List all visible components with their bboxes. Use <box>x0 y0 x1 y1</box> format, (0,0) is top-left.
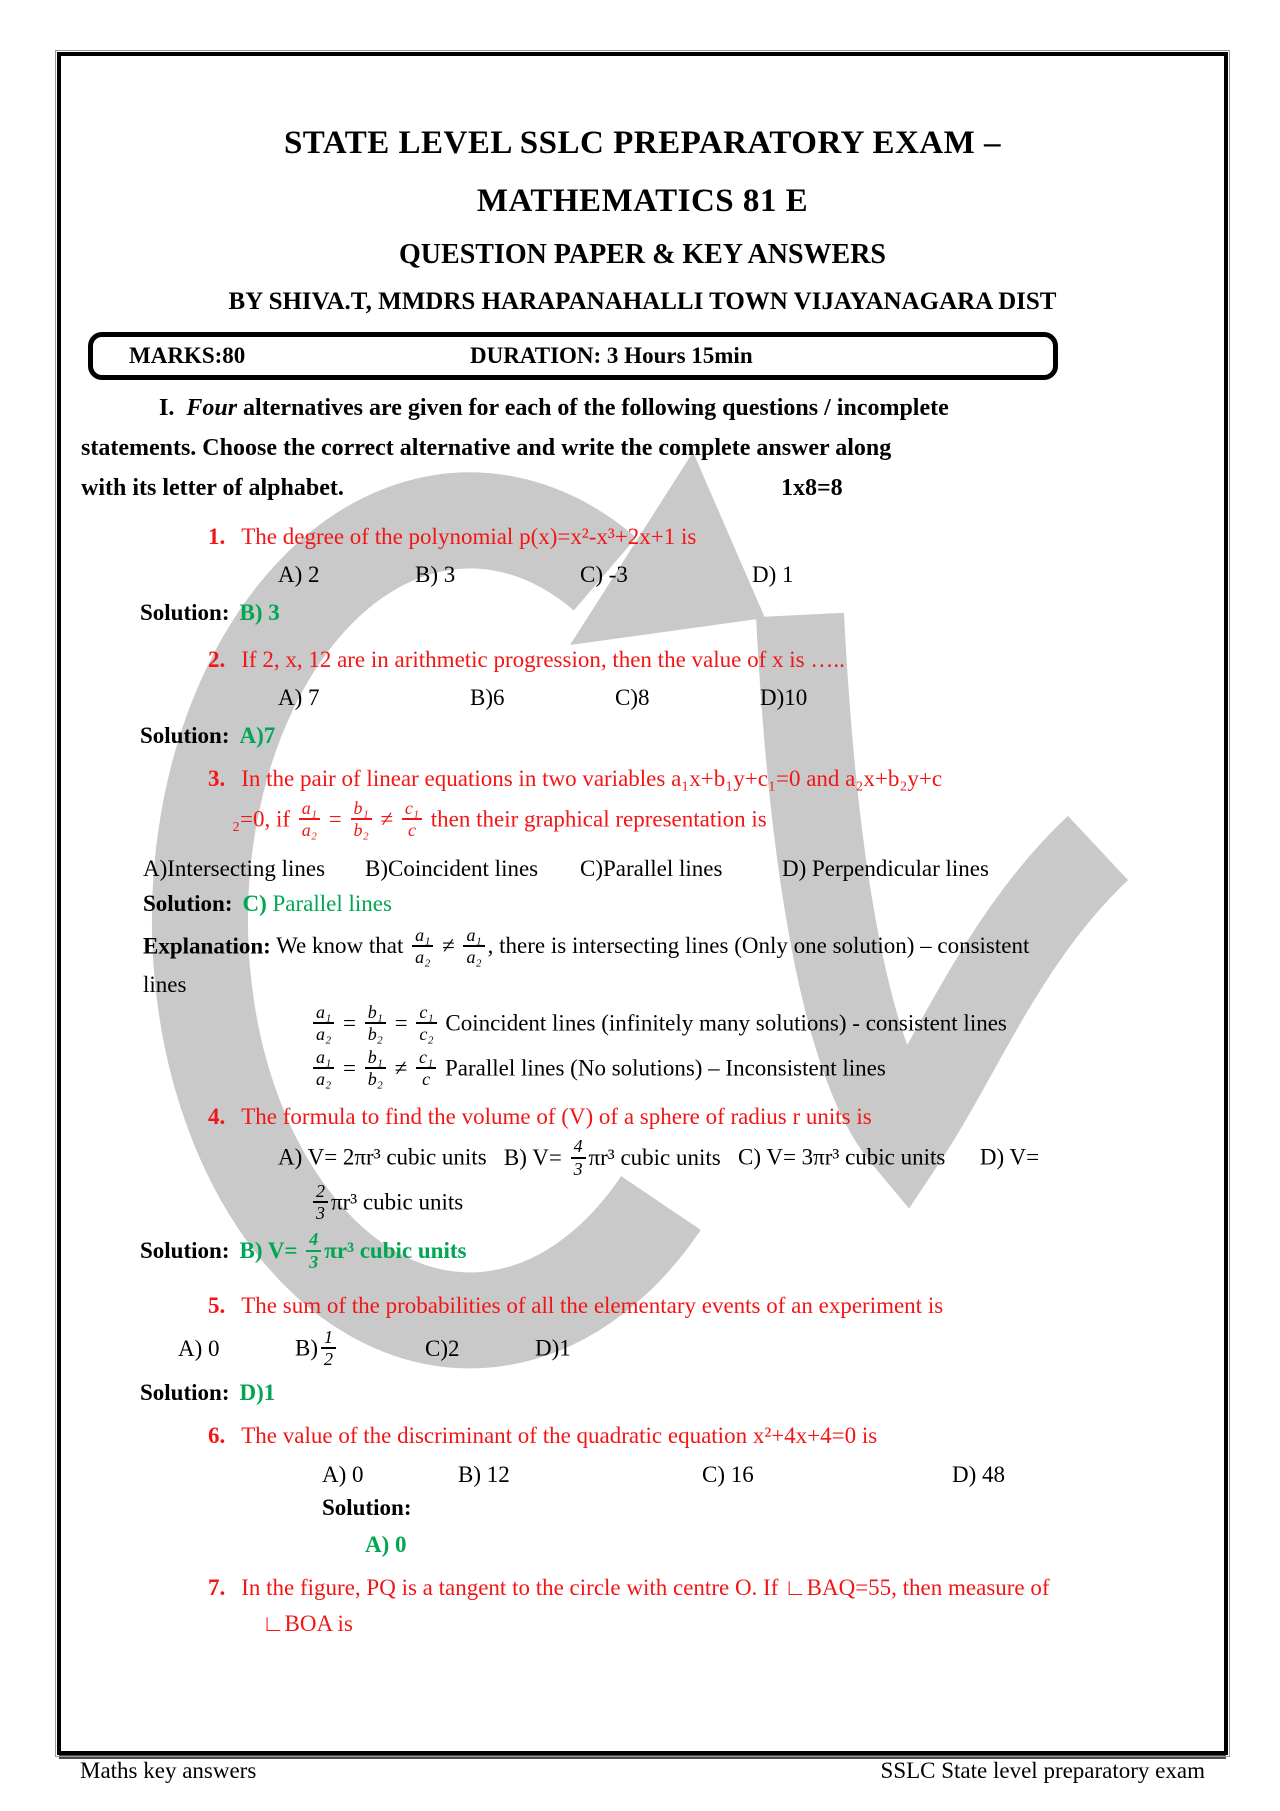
instruction-line1 <box>81 388 1204 428</box>
question-7-line2: ∟BOA is <box>262 1610 353 1636</box>
instruction-line3 <box>81 468 1204 508</box>
question-1-options <box>81 558 1204 591</box>
answer-1: B) 3 <box>239 600 280 625</box>
option-c: C) V= 3πr³ cubic units <box>738 1144 946 1170</box>
page-content <box>61 114 1224 1809</box>
option-a: A) 0 <box>178 1335 220 1361</box>
question-3-number: 3. <box>208 766 226 791</box>
title-block <box>81 114 1204 324</box>
option-a: A) 2 <box>278 562 320 587</box>
answer-6: A) 0 <box>365 1531 407 1557</box>
question-2 <box>81 643 1204 676</box>
solution-label: Solution: <box>140 1237 230 1263</box>
option-b: B)Coincident lines <box>365 855 539 881</box>
option-a: A) 0 <box>322 1461 364 1487</box>
marks-scheme: 1x8=8 <box>781 475 843 501</box>
option-c: C)8 <box>615 685 650 710</box>
instruction-line1-rest: alternatives are given for each of the following questions / incomplete <box>237 395 949 421</box>
option-a: A) V= 2πr³ cubic units <box>278 1144 487 1170</box>
question-4 <box>81 1100 1204 1133</box>
question-6-number: 6. <box>208 1422 226 1448</box>
option-a: A) 7 <box>278 685 320 710</box>
page-title-line2: MATHEMATICS 81 E <box>476 183 809 219</box>
footer-left: Maths key answers <box>80 1758 257 1783</box>
question-4-number: 4. <box>208 1104 226 1130</box>
instruction-italic-word: Four <box>186 395 238 421</box>
instruction-line2: statements. Choose the correct alternative and write the complete answer along <box>81 435 892 461</box>
explanation-line3: $\frac{\text{a₁}}{\text{a₂}}$ = $\frac{\text{b₁}}{\text{b₂}}$ ≠ $\frac{\text{c₁}}{c}$ Parallel lines (No solutions) – Inconsistent lines <box>81 1050 1204 1091</box>
question-5-text: The sum of the probabilities of all the elementary events of an experiment is <box>241 1292 944 1318</box>
answer-3-text: Parallel lines <box>266 890 392 916</box>
question-3-condition: ₂=0, if $\frac{\text{a₁}}{\text{a₂}}$ = $\frac{\text{b₁}}{\text{b₂}}$ ≠ $\frac{\text{c₁}}{c}$ then their graphical representation is <box>232 798 767 841</box>
duration-label: DURATION: 3 Hours 15min <box>470 343 753 368</box>
option-b: B) 3 <box>415 562 456 587</box>
question-2-options <box>81 681 1204 714</box>
question-3 <box>81 762 1204 795</box>
explanation-line1: We know that $\frac{\text{a₁}}{\text{a₂}}$ ≠ $\frac{\text{a₁}}{\text{a₂}}$ , there is intersecting lines (Only one solution) – consistent <box>276 924 1030 967</box>
question-3-text: In the pair of linear equations in two variables a₁x+b₁y+c₁=0 and a₂x+b₂y+c <box>241 766 943 791</box>
explanation <box>81 924 1204 969</box>
question-3-options <box>81 852 1204 885</box>
question-1-number: 1. <box>208 524 226 549</box>
option-d: D) 1 <box>752 562 794 587</box>
solution-label: Solution: <box>140 1379 230 1405</box>
solution-label: Solution: <box>143 890 233 916</box>
question-6 <box>81 1419 1204 1452</box>
option-b: B) 12 <box>458 1461 510 1487</box>
solution-1 <box>81 596 1204 629</box>
option-a: A)Intersecting lines <box>143 855 326 881</box>
question-5 <box>81 1289 1204 1322</box>
explanation-label: Explanation: <box>143 933 271 959</box>
solution-4 <box>81 1229 1204 1273</box>
option-c: C) 16 <box>702 1461 754 1487</box>
question-6-text: The value of the discriminant of the quadratic equation x²+4x+4=0 is <box>241 1422 878 1448</box>
footer-right: SSLC State level preparatory exam <box>880 1758 1205 1783</box>
option-c: C)Parallel lines <box>580 855 723 881</box>
question-5-number: 5. <box>208 1292 226 1318</box>
option-c: C) -3 <box>580 562 628 587</box>
option-d: D) Perpendicular lines <box>782 855 989 881</box>
section-numeral: I. <box>159 395 175 421</box>
page-frame <box>57 52 1228 1755</box>
option-b: B)6 <box>470 685 505 710</box>
solution-label: Solution: <box>322 1494 412 1520</box>
option-b: B) V= $\frac{4}{3}$ πr³ cubic units <box>503 1136 721 1179</box>
option-d: D) 48 <box>952 1461 1006 1487</box>
answer-3-letter: C) <box>242 890 267 916</box>
option-b: B) $\frac{1}{2}$ <box>295 1330 425 1371</box>
option-d: D)1 <box>535 1335 571 1361</box>
solution-label: Solution: <box>140 723 230 748</box>
question-4-text: The formula to find the volume of (V) of a sphere of radius r units is <box>241 1104 872 1130</box>
solution-3 <box>81 887 1204 920</box>
question-1-text: The degree of the polynomial p(x)=x²-x³+2x+1 is <box>241 524 697 549</box>
marks-duration-box <box>88 332 1058 380</box>
question-7 <box>81 1571 1204 1604</box>
marks-label: MARKS:80 <box>129 343 246 368</box>
option-d: D)10 <box>760 685 808 710</box>
solution-2 <box>81 719 1204 752</box>
question-2-number: 2. <box>208 647 226 672</box>
answer-2: A)7 <box>239 723 276 748</box>
solution-5 <box>81 1376 1204 1409</box>
explanation-line2: $\frac{\text{a₁}}{\text{a₂}}$ = $\frac{\text{b₁}}{\text{b₂}}$ = $\frac{\text{c₁}}{\text{c₂}}$ Coincident lines (infinitely many solutions) - consistent lines <box>81 1005 1204 1046</box>
question-5-options <box>81 1326 1204 1371</box>
question-7-number: 7. <box>208 1574 226 1600</box>
question-7-line1: In the figure, PQ is a tangent to the circle with centre O. If ∟BAQ=55, then measure of <box>241 1574 1050 1600</box>
page-title-line1: STATE LEVEL SSLC PREPARATORY EXAM – <box>283 125 1002 161</box>
instruction-line3-text: with its letter of alphabet. <box>81 475 344 501</box>
question-4-option-d-cont: $\frac{2}{3}$ πr³ cubic units <box>81 1184 1204 1225</box>
option-c: C)2 <box>425 1335 460 1361</box>
section1-instructions <box>81 388 1204 508</box>
question-2-text: If 2, x, 12 are in arithmetic progression, then the value of x is ….. <box>241 647 845 672</box>
question-6-options <box>81 1458 1204 1524</box>
page-subtitle: QUESTION PAPER & KEY ANSWERS <box>399 239 886 270</box>
question-4-options <box>81 1136 1204 1180</box>
option-d: D) V= <box>979 1144 1040 1170</box>
page-byline: BY SHIVA.T, MMDRS HARAPANAHALLI TOWN VIJAYANAGARA DIST <box>228 288 1057 315</box>
explanation-line1b: lines <box>143 972 187 998</box>
answer-4: B) V= $\frac{4}{3}$ πr³ cubic units <box>239 1229 467 1272</box>
solution-label: Solution: <box>140 600 230 625</box>
question-1 <box>81 520 1204 553</box>
answer-5: D)1 <box>239 1379 276 1405</box>
